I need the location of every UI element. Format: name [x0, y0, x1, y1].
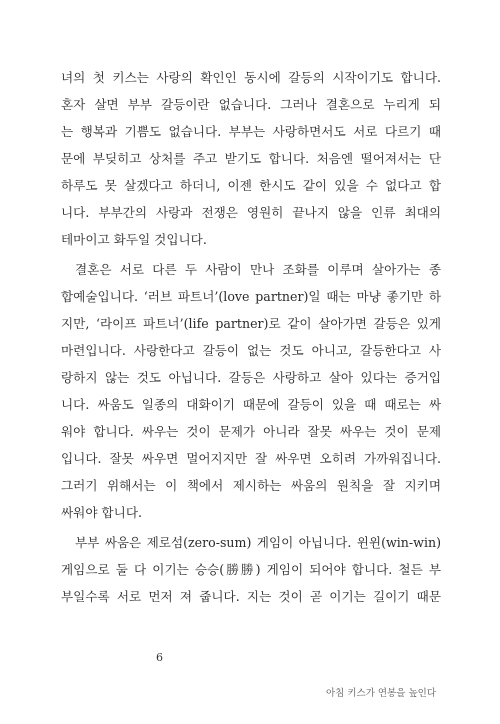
- text-line: 니다. 부부간의 사랑과 전쟁은 영원히 끝나지 않을 인류 최대의: [61, 205, 441, 220]
- text-line: 문에 부딪히고 상처를 주고 받기도 합니다. 처음엔 떨어져서는 단: [61, 151, 441, 166]
- text-line: 는 행복과 기쁨도 없습니다. 부부는 사랑하면서도 서로 다르기 때: [61, 124, 441, 139]
- text-line: 그러기 위해서는 이 책에서 제시하는 싸움의 원칙을 잘 지키며: [61, 478, 441, 493]
- body-text: [61, 64, 441, 610]
- paragraph-2: [61, 256, 441, 526]
- text-line: 부부 싸움은 제로섬(zero-sum) 게임이 아닙니다. 윈윈(win-win): [75, 535, 441, 550]
- text-line: 하루도 못 살겠다고 하더니, 이젠 한시도 같이 있을 수 없다고 합: [61, 178, 441, 193]
- text-line: 녀의 첫 키스는 사랑의 확인인 동시에 갈등의 시작이기도 합니다.: [61, 70, 441, 85]
- page-number: 6: [156, 651, 163, 664]
- text-line: 부일수록 서로 먼저 져 줍니다. 지는 것이 곧 이기는 길이기 때문: [61, 589, 441, 604]
- text-line: 워야 합니다. 싸우는 것이 문제가 아니라 잘못 싸우는 것이 문제: [61, 424, 441, 439]
- paragraph-1: [61, 64, 441, 253]
- text-line: 혼자 살면 부부 갈등이란 없습니다. 그러나 결혼으로 누리게 되: [61, 97, 441, 112]
- text-line: 니다. 싸움도 일종의 대화이기 때문에 갈등이 있을 때 때로는 싸: [61, 397, 441, 412]
- text-line: 게임으로 둘 다 이기는 승승(勝勝) 게임이 되어야 합니다. 철든 부: [61, 562, 441, 577]
- text-line: 싸워야 합니다.: [61, 505, 142, 520]
- text-line: 테마이고 화두일 것입니다.: [61, 232, 207, 247]
- running-title: 아침 키스가 연봉을 높인다: [325, 688, 436, 699]
- text-line: 합예술입니다. ‘러브 파트너’(love partner)일 때는 마냥 좋기만 하: [61, 289, 441, 304]
- text-line: 랑하지 않는 것도 아닙니다. 갈등은 사랑하고 살아 있다는 증거입: [61, 370, 441, 385]
- text-line: 지만, ‘라이프 파트너’(life partner)로 같이 살아가면 갈등은 있게: [61, 316, 441, 331]
- text-line: 입니다. 잘못 싸우면 멀어지지만 잘 싸우면 오히려 가까워집니다.: [61, 451, 441, 466]
- text-line: 결혼은 서로 다른 두 사람이 만나 조화를 이루며 살아가는 종: [75, 262, 441, 277]
- text-line: 마련입니다. 사랑한다고 갈등이 없는 것도 아니고, 갈등한다고 사: [61, 343, 441, 358]
- paragraph-3: [61, 529, 441, 610]
